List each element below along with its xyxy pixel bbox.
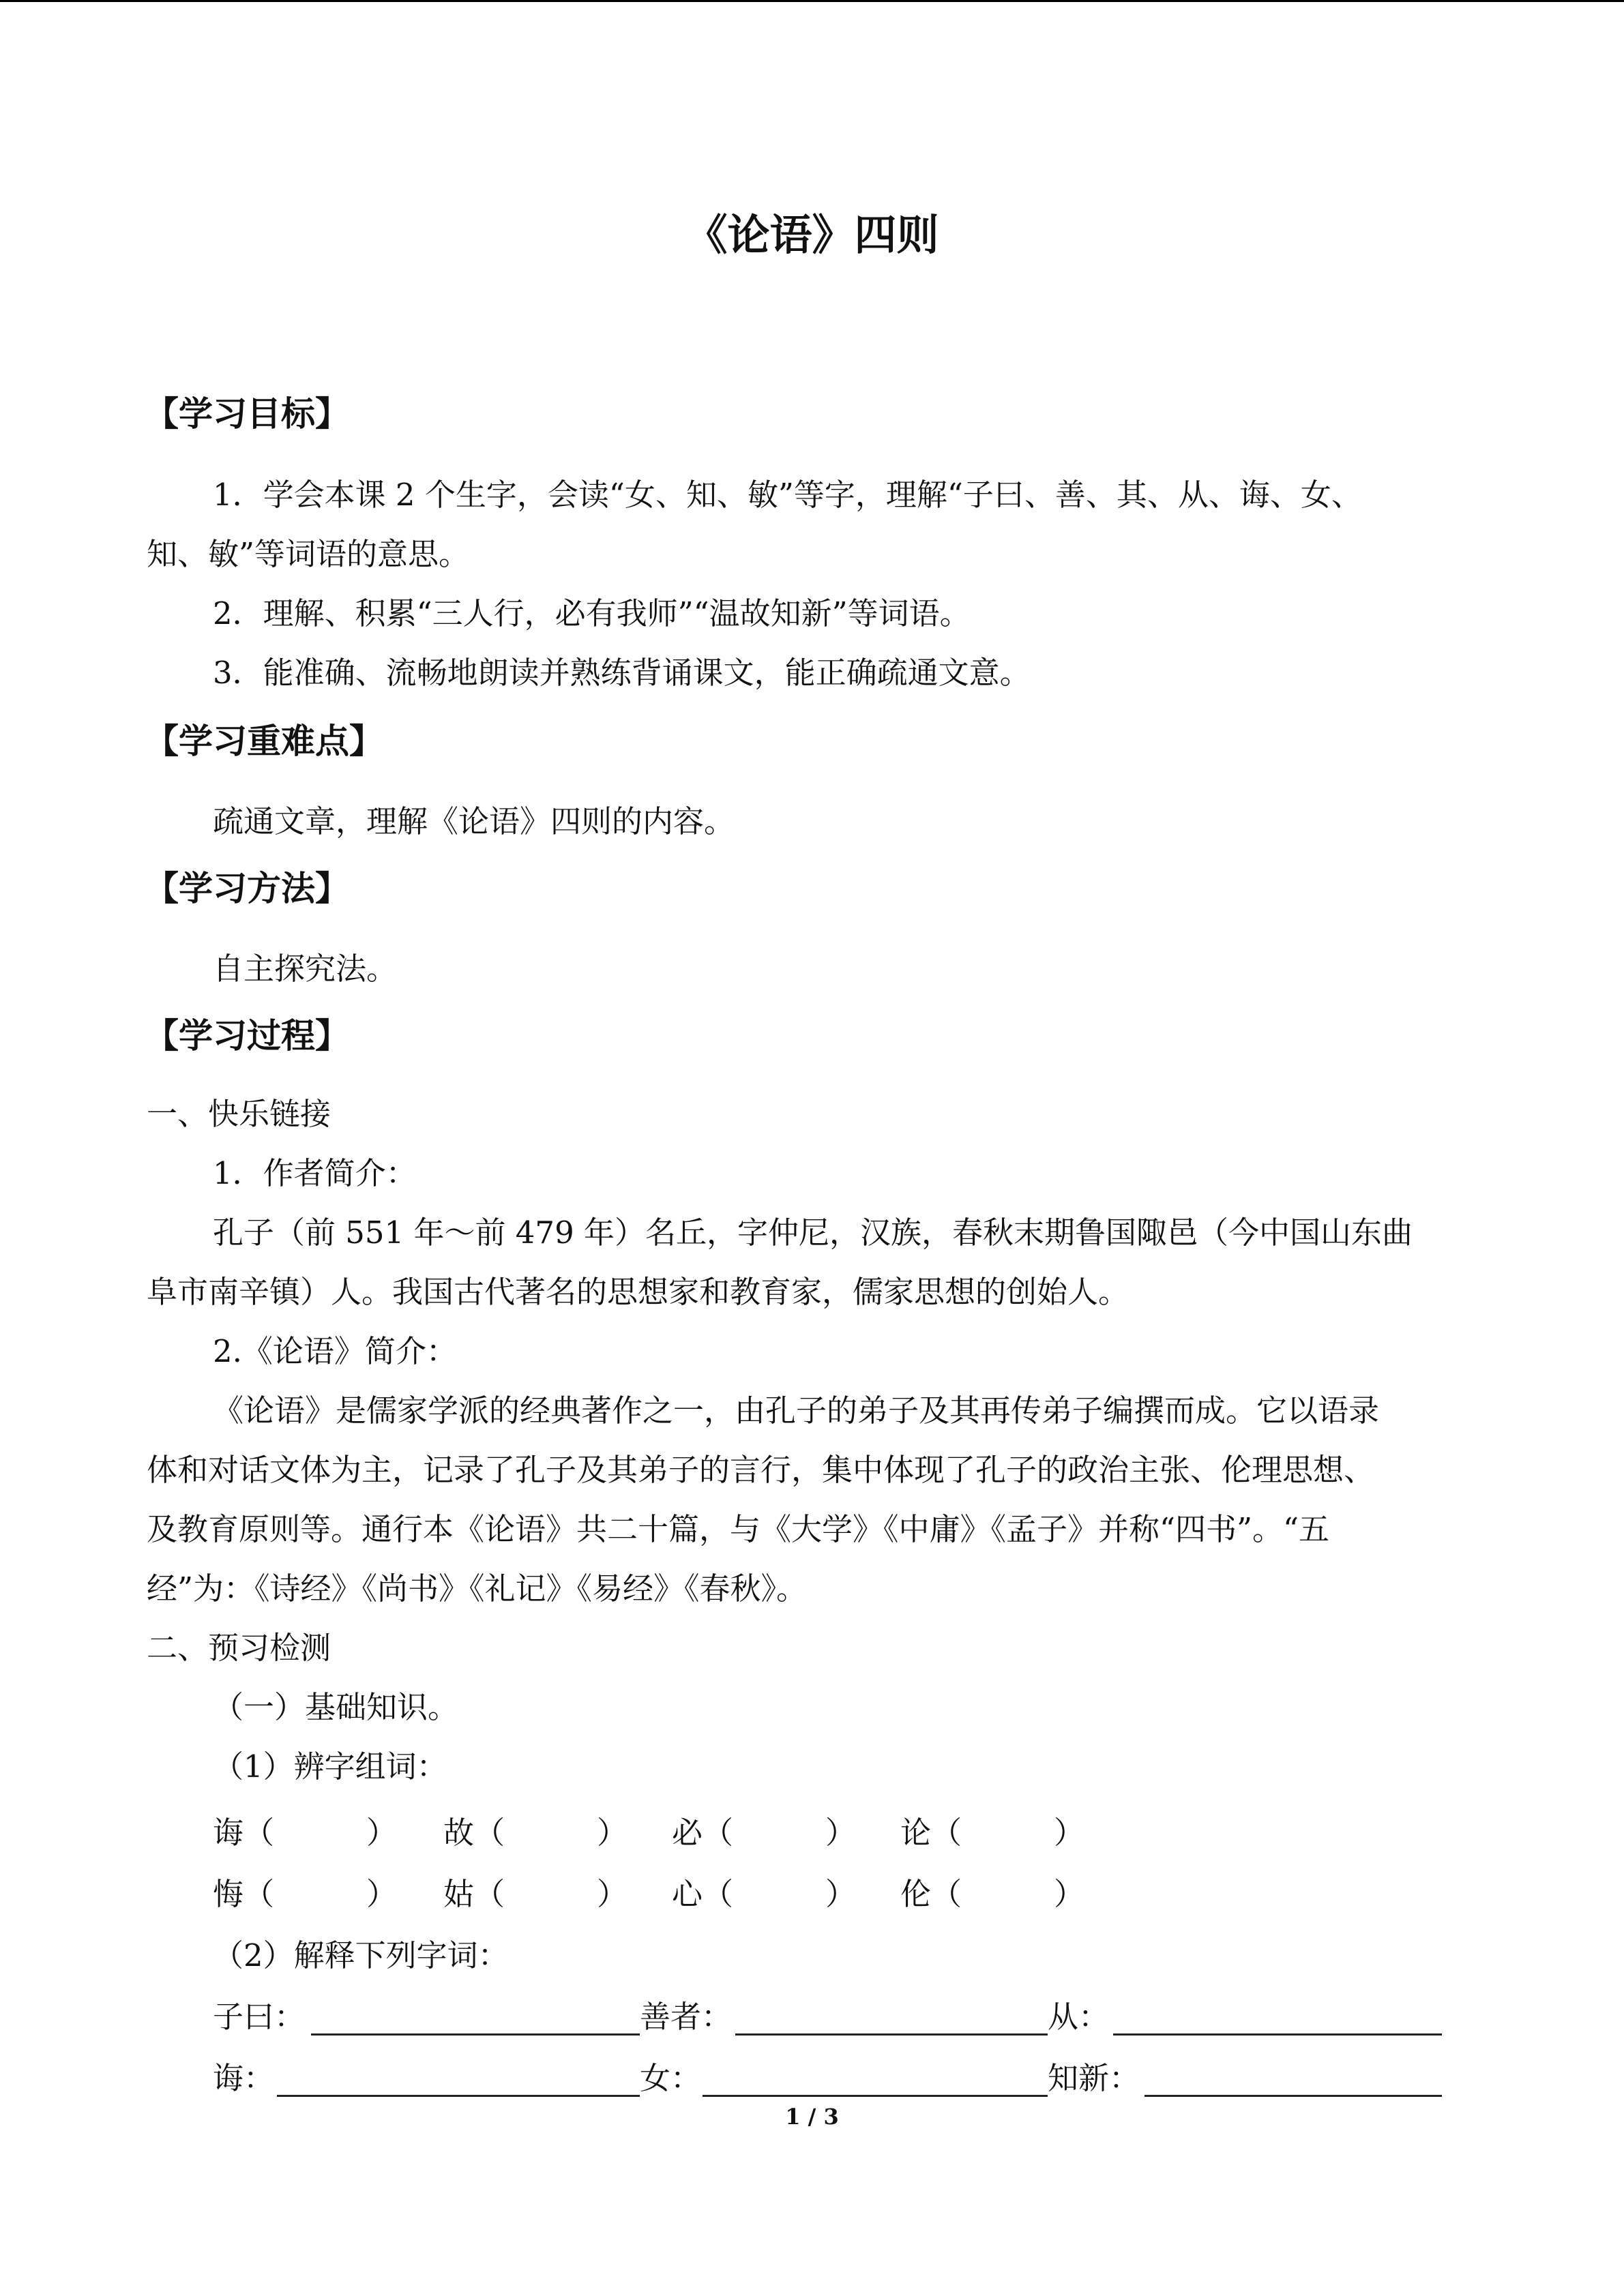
section-happy-link: 一、快乐链接 xyxy=(147,1096,331,1132)
heading-learning-method: 【学习方法】 xyxy=(145,869,349,908)
method-text: 自主探究法。 xyxy=(213,951,398,987)
lunyu-intro-title: 2.《论语》简介： xyxy=(213,1333,457,1369)
author-intro-title: 1．作者简介： xyxy=(213,1155,417,1191)
document-title: 《论语》四则 xyxy=(685,210,939,260)
fill-line-ru[interactable] xyxy=(703,2095,1048,2097)
lunyu-intro-line-3: 及教育原则等。通行本《论语》共二十篇，与《大学》《中庸》《孟子》并称“四书”。“五 xyxy=(147,1511,1330,1547)
top-border xyxy=(0,0,1624,2)
fill-label-hui: 诲： xyxy=(213,2060,275,2096)
lunyu-intro-line-1: 《论语》是儒家学派的经典著作之一，由孔子的弟子及其再传弟子编撰而成。它以语录 xyxy=(213,1392,1380,1429)
lunyu-intro-line-4: 经”为：《诗经》《尚书》《礼记》《易经》《春秋》。 xyxy=(147,1570,808,1607)
author-intro-line-1: 孔子（前 551 年～前 479 年）名丘，字仲尼，汉族，春秋末期鲁国陬邑（今中国山东曲 xyxy=(213,1214,1413,1251)
word-blank-bi[interactable]: 必（ ） xyxy=(672,1815,857,1851)
section-preview-check: 二、预习检测 xyxy=(147,1630,331,1666)
goal-item-2: 2．理解、积累“三人行，必有我师”“温故知新”等词语。 xyxy=(213,595,971,631)
fill-line-zi-yue[interactable] xyxy=(311,2033,640,2036)
question-explain-words: （2）解释下列字词： xyxy=(213,1937,509,1973)
question-distinguish-characters: （1）辨字组词： xyxy=(213,1748,447,1785)
fill-label-ru: 女： xyxy=(640,2060,702,2096)
word-blank-gu[interactable]: 故（ ） xyxy=(443,1815,628,1851)
page-number: 1 / 3 xyxy=(785,2104,839,2130)
goal-item-3: 3．能准确、流畅地朗读并熟练背诵课文，能正确疏通文意。 xyxy=(213,655,1031,691)
key-points-text: 疏通文章，理解《论语》四则的内容。 xyxy=(213,803,735,839)
word-blank-gu-aunt[interactable]: 姑（ ） xyxy=(443,1876,628,1912)
heading-key-points: 【学习重难点】 xyxy=(145,721,383,761)
fill-label-zhi-xin: 知新： xyxy=(1048,2060,1140,2096)
word-blank-hui-regret[interactable]: 悔（ ） xyxy=(213,1876,398,1912)
goal-item-1-line-1: 1．学会本课 2 个生字，会读“女、知、敏”等字，理解“子曰、善、其、从、诲、女、 xyxy=(213,477,1362,513)
fill-label-shan-zhe: 善者： xyxy=(640,1999,733,2035)
lunyu-intro-line-2: 体和对话文体为主，记录了孔子及其弟子的言行，集中体现了孔子的政治主张、伦理思想、 xyxy=(147,1452,1375,1488)
word-blank-xin[interactable]: 心（ ） xyxy=(672,1876,857,1912)
fill-label-cong: 从： xyxy=(1048,1999,1110,2035)
fill-line-zhi-xin[interactable] xyxy=(1145,2095,1442,2097)
fill-line-cong[interactable] xyxy=(1113,2033,1442,2036)
basic-knowledge-label: （一）基础知识。 xyxy=(213,1689,459,1725)
word-blank-lun[interactable]: 论（ ） xyxy=(900,1815,1085,1851)
heading-learning-process: 【学习过程】 xyxy=(145,1016,349,1056)
fill-label-zi-yue: 子曰： xyxy=(213,1999,306,2035)
fill-line-shan-zhe[interactable] xyxy=(735,2033,1048,2036)
goal-item-1-line-2: 知、敏”等词语的意思。 xyxy=(147,536,470,572)
fill-line-hui[interactable] xyxy=(277,2095,640,2097)
word-blank-lun-ethics[interactable]: 伦（ ） xyxy=(900,1876,1085,1912)
author-intro-line-2: 阜市南辛镇）人。我国古代著名的思想家和教育家，儒家思想的创始人。 xyxy=(147,1274,1130,1310)
heading-learning-goals: 【学习目标】 xyxy=(145,394,349,434)
word-blank-hui[interactable]: 诲（ ） xyxy=(213,1815,398,1851)
